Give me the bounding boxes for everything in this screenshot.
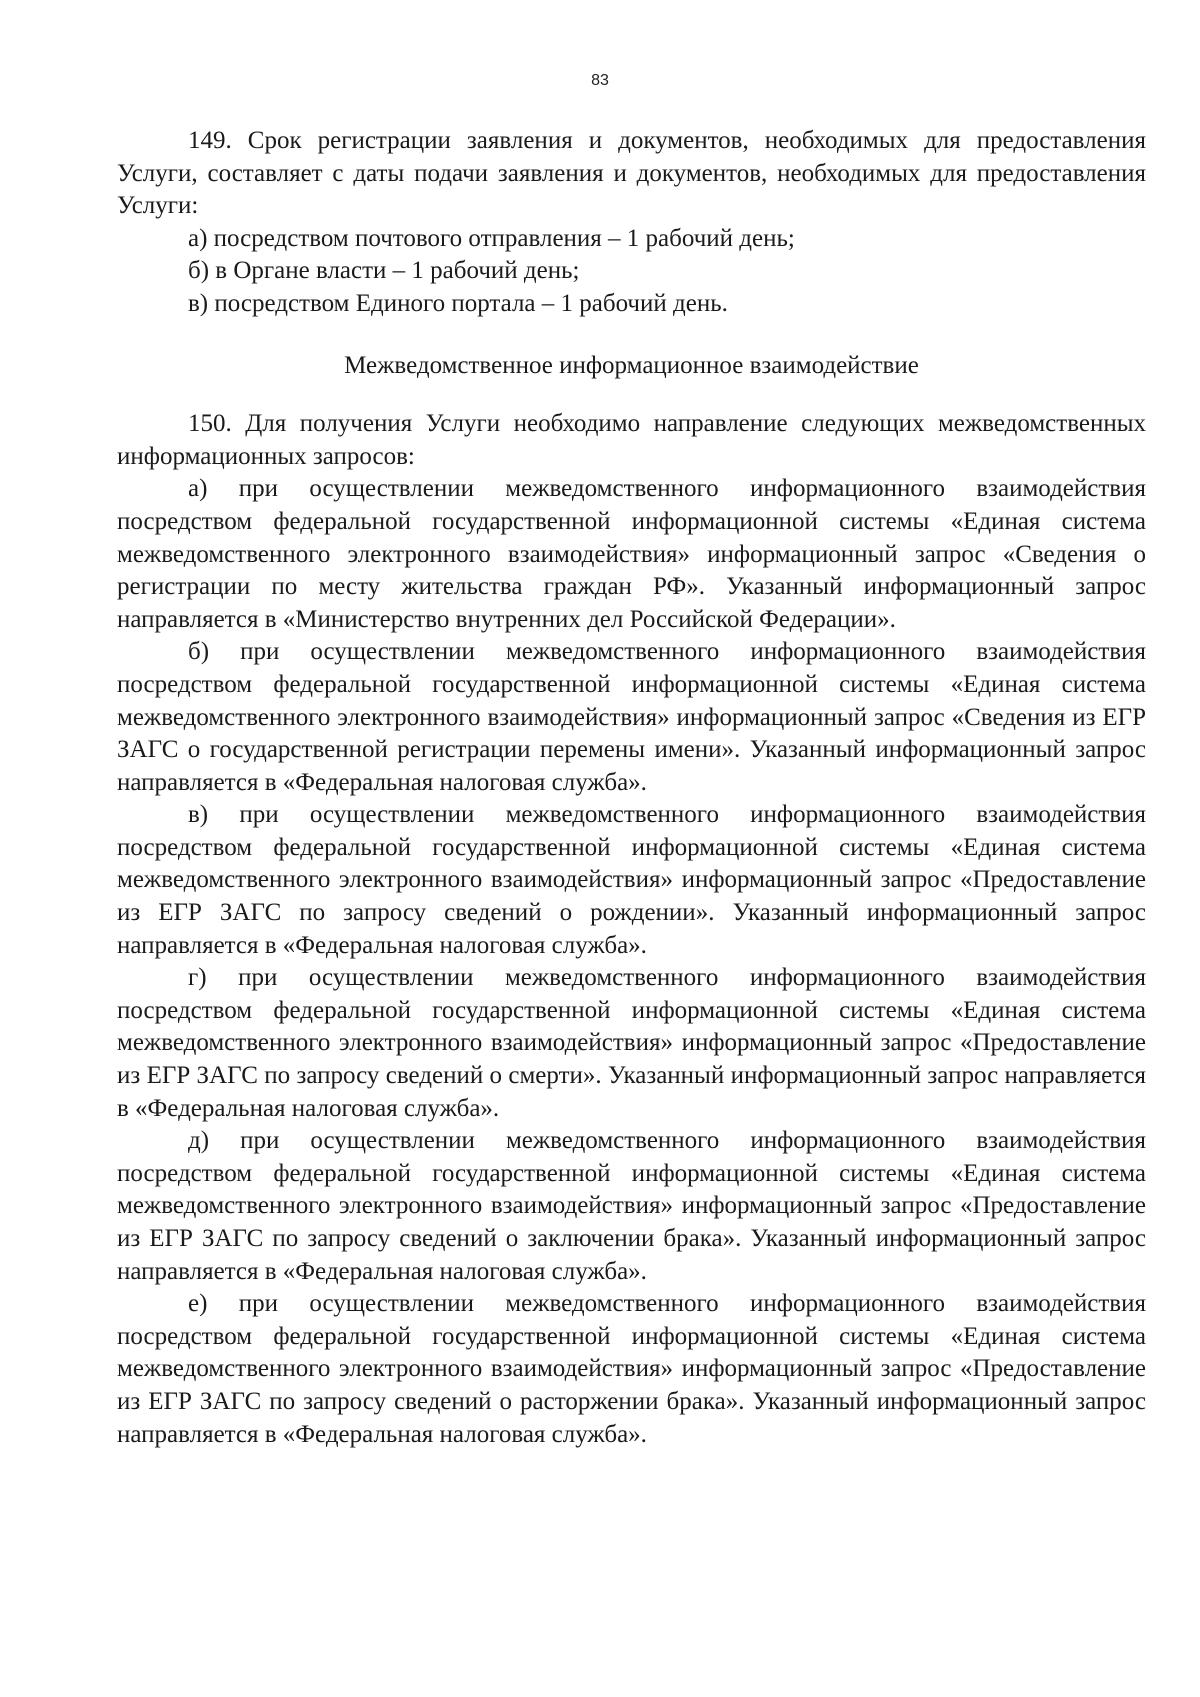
section-heading: Межведомственное информационное взаимодействие (344, 351, 919, 379)
page-number: 83 (591, 72, 609, 89)
list-item-150-e: д) при осуществлении межведомственного информационного взаимодействия посредством федеральной государственной информационной системы «Единая система межведомственного электронного взаимодействия» информационный запрос «Предоставление из ЕГР ЗАГС по запросу сведений о заключении брака». Указанный информационный запрос направляется в «Федеральная налоговая служба». (117, 1127, 1146, 1285)
list-item-149-b: б) в Органе власти – 1 рабочий день; (188, 257, 580, 285)
list-item-150-b: б) при осуществлении межведомственного информационного взаимодействия посредством федеральной государственной информационной системы «Единая система межведомственного электронного взаимодействия» информационный запрос «Сведения из ЕГР ЗАГС о государственной регистрации перемены имени». Указанный информационный запрос направляется в «Федеральная налоговая служба». (117, 638, 1146, 796)
list-item-150-a: а) при осуществлении межведомственного информационного взаимодействия посредством федеральной государственной информационной системы «Единая система межведомственного электронного взаимодействия» информационный запрос «Сведения о регистрации по месту жительства граждан РФ». Указанный информационный запрос направляется в «Министерство внутренних дел Российской Федерации». (117, 475, 1146, 633)
list-item-150-f: е) при осуществлении межведомственного информационного взаимодействия посредством федеральной государственной информационной системы «Единая система межведомственного электронного взаимодействия» информационный запрос «Предоставление из ЕГР ЗАГС по запросу сведений о расторжении брака». Указанный информационный запрос направляется в «Федеральная налоговая служба». (117, 1290, 1146, 1448)
list-item-150-c: в) при осуществлении межведомственного информационного взаимодействия посредством федеральной государственной информационной системы «Единая система межведомственного электронного взаимодействия» информационный запрос «Предоставление из ЕГР ЗАГС по запросу сведений о рождении». Указанный информационный запрос направляется в «Федеральная налоговая служба». (117, 801, 1146, 959)
list-item-149-c: в) посредством Единого портала – 1 рабочий день. (188, 289, 728, 317)
list-item-149-a: а) посредством почтового отправления – 1 рабочий день; (188, 224, 795, 252)
paragraph-150-intro: 150. Для получения Услуги необходимо направление следующих межведомственных информационных запросов: (117, 410, 1146, 470)
document-body (117, 125, 1146, 1451)
list-item-150-d: г) при осуществлении межведомственного информационного взаимодействия посредством федеральной государственной информационной системы «Единая система межведомственного электронного взаимодействия» информационный запрос «Предоставление из ЕГР ЗАГС по запросу сведений о смерти». Указанный информационный запрос направляется в «Федеральная налоговая служба». (117, 964, 1146, 1122)
paragraph-149-intro: 149. Срок регистрации заявления и документов, необходимых для предоставления Услуги, составляет с даты подачи заявления и документов, необходимых для предоставления Услуги: (117, 127, 1146, 220)
